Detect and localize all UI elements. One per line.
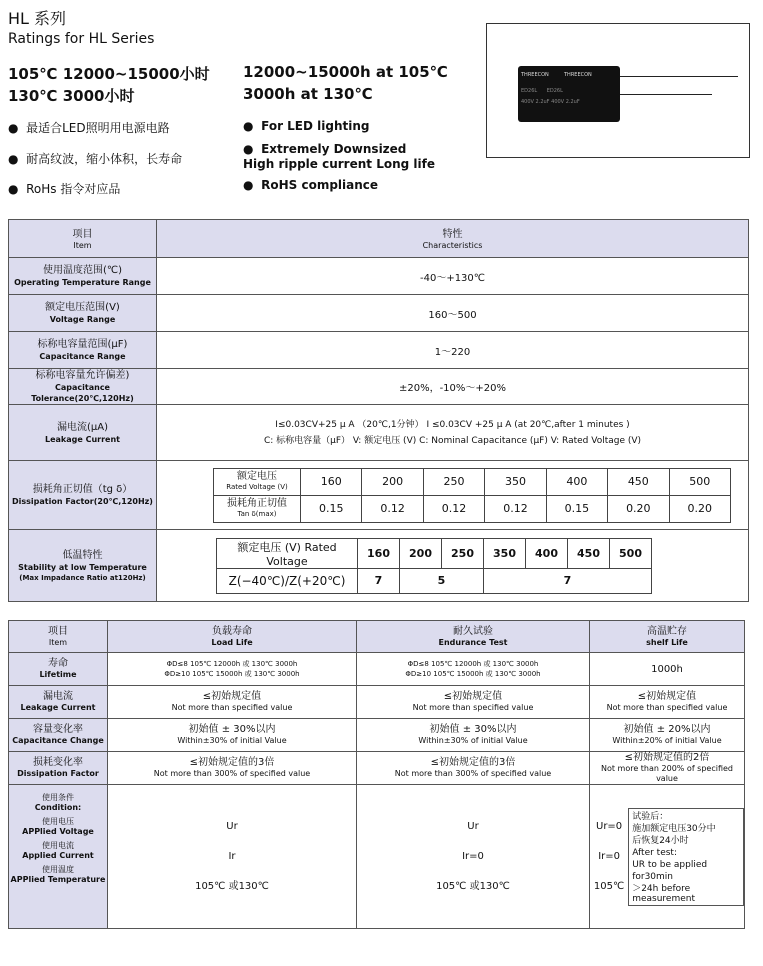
table-row: 项目 Item 负载寿命 Load Life 耐久试验 Endurance Test 高温贮存 shelf Life — [9, 621, 745, 653]
photo-mark: ED26L ED26L — [521, 88, 563, 94]
photo-rating: 400V 2.2uF 400V 2.2uF — [521, 99, 580, 105]
table-row: 漏电流 Leakage Current ≤初始规定值 Not more than specified value ≤初始规定值 Not more than specified value ≤初始规定值 Not more than specified value — [9, 686, 745, 719]
feature-zh-1: ● 最适合LED照明用电源电路 — [8, 121, 170, 135]
table-row — [9, 220, 749, 258]
tolerance-value: ±20%，-10%～+20% — [157, 369, 749, 405]
photo-brand-1: THREECON — [521, 72, 549, 78]
table-row: 损耗角正切值 Tan δ(max) 0.15 0.12 0.12 0.12 0.15 0.20 0.20 — [214, 495, 731, 522]
col-characteristics: 特性 Characteristics — [157, 220, 749, 258]
low-temp-subtable — [216, 538, 652, 594]
page-subtitle: Ratings for HL Series — [8, 31, 155, 47]
table-row: 使用温度范围(℃) Operating Temperature Range -40～+130℃ — [9, 258, 749, 295]
feature-en-1: ● For LED lighting — [243, 119, 370, 133]
page-title: HL 系列 — [8, 9, 67, 28]
spec-zh-1: 105℃ 12000~15000小时 — [8, 65, 210, 83]
spec-en-1: 12000~15000h at 105℃ — [243, 63, 448, 81]
dissipation-cell — [157, 461, 749, 530]
spec-en-2: 3000h at 130℃ — [243, 85, 373, 103]
shelf-note: 试验后： 施加额定电压30分中 后恢复24小时 After test: UR to be applied for30min ＞24h before measurement — [628, 808, 744, 906]
lead-wire-2 — [620, 94, 712, 95]
endurance-table — [8, 620, 745, 929]
capacitance-range-value: 1～220 — [157, 332, 749, 369]
dissipation-subtable — [213, 468, 731, 523]
table-row: 容量变化率 Capacitance Change 初始值 ± 30%以内 Within±30% of initial Value 初始值 ± 30%以内 Within±30% of initial Value 初始值 ± 20%以内 Within±20% of initial Value — [9, 719, 745, 752]
ratings-table — [8, 219, 749, 602]
low-temp-cell — [157, 530, 749, 602]
leakage-value: I≤0.03CV+25 μ A （20℃,1分钟） I ≤0.03CV +25 μ A (at 20℃,after 1 minutes ) C: 标称电容量（μF） V: 额定电压 (V) C: Nominal Capacitance (μF) V: Rated Voltage (V) — [157, 405, 749, 461]
table-row: 标称电容量范围(μF) Capacitance Range 1～220 — [9, 332, 749, 369]
table-row: Z(−40℃)/Z(+20℃) 7 5 7 — [217, 568, 652, 593]
feature-en-2b: High ripple current Long life — [243, 157, 435, 171]
table-row: 漏电流(μA) Leakage Current I≤0.03CV+25 μ A （20℃,1分钟） I ≤0.03CV +25 μ A (at 20℃,after 1 minutes ) C: 标称电容量（μF） V: 额定电压 (V) C: Nominal Capacitance (μF) V: Rated Voltage (V) — [9, 405, 749, 461]
table-row: 寿命 Lifetime ΦD≤8 105℃ 12000h 或 130℃ 3000h ΦD≥10 105℃ 15000h 或 130℃ 3000h ΦD≤8 105℃ 12000h 或 130℃ 3000h ΦD≥10 105℃ 15000h 或 130℃ 3000h 1000h — [9, 653, 745, 686]
table-row: 损耗变化率 Dissipation Factor ≤初始规定值的3倍 Not more than 300% of specified value ≤初始规定值的3倍 Not more than 300% of specified value ≤初始规定值的2倍 Not more than 200% of specified value — [9, 752, 745, 785]
feature-en-3: ● RoHS compliance — [243, 178, 379, 192]
table-row: 标称电容量允许偏差) Capacitance Tolerance(20℃,120Hz) ±20%，-10%～+20% — [9, 369, 749, 405]
product-photo — [486, 23, 750, 158]
table-row: 额定电压范围(V) Voltage Range 160～500 — [9, 295, 749, 332]
table-row: 低温特性 Stability at low Temperature (Max Impadance Ratio at120Hz) 额定电压 (V) Rated Voltage 160 200 250 350 400 450 500 Z(−40℃)/Z(+20℃) 7 5 7 — [9, 530, 749, 602]
voltage-range-value: 160～500 — [157, 295, 749, 332]
spec-zh-2: 130℃ 3000小时 — [8, 87, 135, 105]
photo-brand-2: THREECON — [564, 72, 592, 78]
table-row: 额定电压 (V) Rated Voltage 160 200 250 350 400 450 500 — [217, 538, 652, 568]
lead-wire-1 — [620, 76, 738, 77]
feature-en-2: ● Extremely Downsized — [243, 142, 407, 156]
feature-zh-3: ● RoHs 指令对应品 — [8, 182, 121, 196]
capacitor-image — [518, 66, 620, 122]
feature-zh-2: ● 耐高纹波，缩小体积，长寿命 — [8, 152, 183, 166]
table-row: 损耗角正切值（tg δ） Dissipation Factor(20℃,120Hz) 额定电压 Rated Voltage (V) 160 200 250 350 400 450 500 损耗角正切值 Tan δ(max) 0.15 0.12 0.12 0.12 0.15 0.20 0.20 — [9, 461, 749, 530]
table-row: 使用条件 Condition: 使用电压 APPlied Voltage 使用电流 Applied Current 使用温度 APPlied Temperature Ur Ir 105℃ 或130℃ Ur Ir=0 105℃ 或130℃ Ur=0 Ir=0 105℃ 试验后： 施加额定电压30分中 后恢复24小时 After test: UR to be applied for30min ＞24h before measurement — [9, 785, 745, 929]
table-row: 额定电压 Rated Voltage (V) 160 200 250 350 400 450 500 — [214, 468, 731, 495]
op-temp-value: -40～+130℃ — [157, 258, 749, 295]
col-item: 项目 Item — [9, 220, 157, 258]
